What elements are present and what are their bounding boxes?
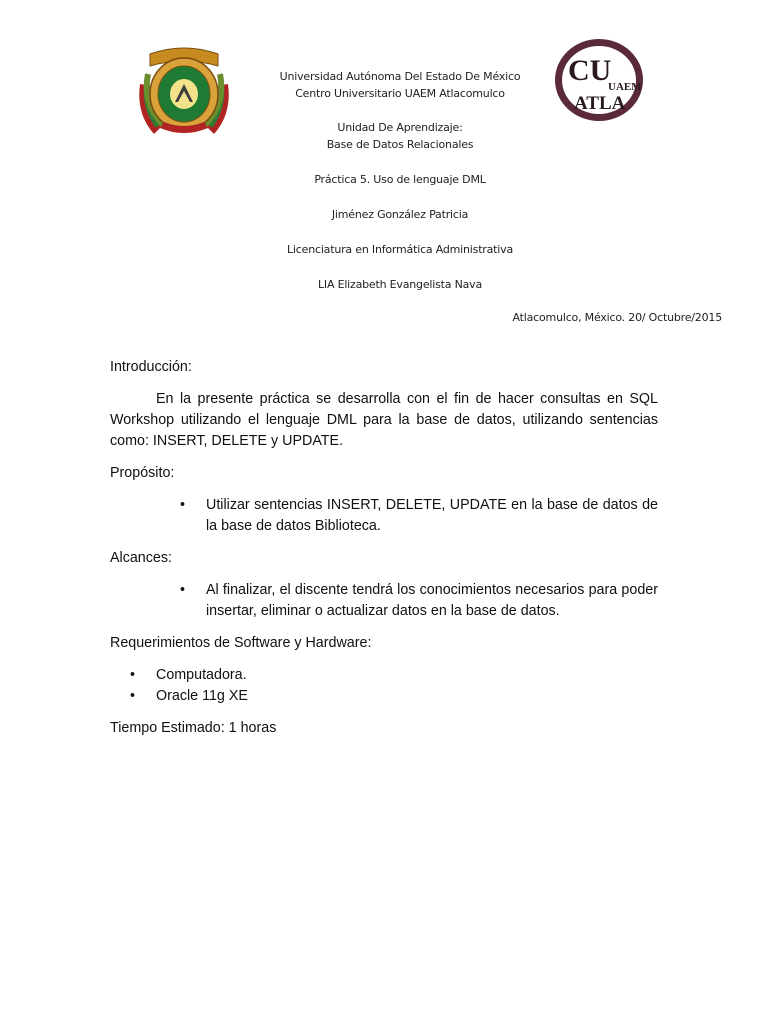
purpose-heading: Propósito:: [110, 465, 175, 481]
estimated-time: Tiempo Estimado: 1 horas: [110, 720, 277, 736]
document-header: [240, 68, 560, 293]
intro-paragraph: En la presente práctica se desarrolla con el fin de hacer consultas en SQL Workshop utilizando el lenguaje DML para la base de datos, utilizando sentencias como: INSERT, DELETE y UPDATE.: [110, 391, 658, 449]
list-item: • Utilizar sentencias INSERT, DELETE, UPDATE en la base de datos de la base de datos Biblioteca.: [206, 495, 658, 537]
intro-heading: Introducción:: [110, 359, 192, 375]
scope-heading: Alcances:: [110, 550, 172, 566]
logo-text-atla: ATLA: [574, 93, 626, 114]
purpose-list: [110, 495, 658, 537]
unit-label: Unidad De Aprendizaje:: [337, 121, 463, 134]
logo-text-cu: CU: [568, 54, 612, 87]
requirements-list: [110, 665, 658, 707]
logo-text-uaem: UAEM: [608, 81, 642, 93]
document-body: [110, 357, 658, 739]
degree-name: Licenciatura en Informática Administrativa: [287, 243, 513, 256]
student-name: Jiménez González Patricia: [331, 208, 469, 221]
practice-title: Práctica 5. Uso de lenguaje DML: [314, 173, 486, 186]
list-item: • Al finalizar, el discente tendrá los conocimientos necesarios para poder insertar, eliminar o actualizar datos en la base de datos.: [206, 580, 658, 622]
cu-uaem-atla-logo: [552, 37, 646, 123]
teacher-name: LIA Elizabeth Evangelista Nava: [317, 278, 483, 291]
scope-list: [110, 580, 658, 622]
university-seal-logo: [134, 44, 234, 138]
list-item: • Oracle 11g XE: [110, 686, 658, 707]
document-date: Atlacomulco, México. 20/ Octubre/2015: [512, 311, 722, 324]
university-name: Universidad Autónoma Del Estado De México: [279, 70, 521, 83]
list-item: • Computadora.: [110, 665, 658, 686]
requirements-heading: Requerimientos de Software y Hardware:: [110, 635, 372, 651]
unit-name: Base de Datos Relacionales: [326, 138, 474, 151]
campus-name: Centro Universitario UAEM Atlacomulco: [295, 87, 505, 100]
